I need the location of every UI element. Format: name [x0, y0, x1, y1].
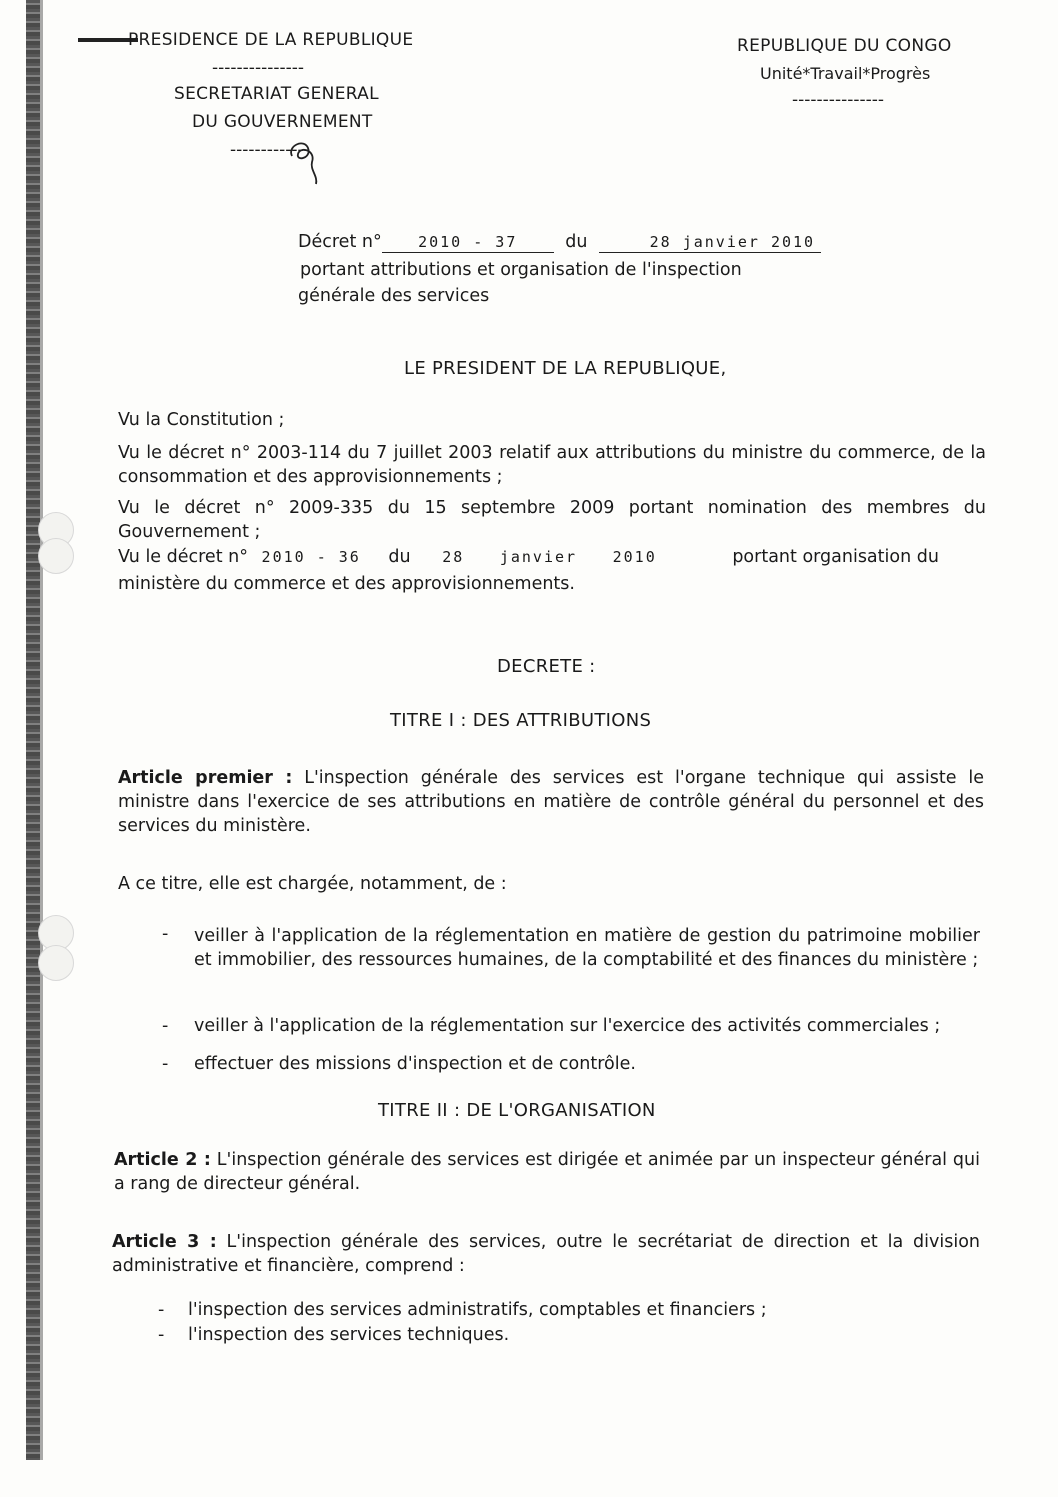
binding-edge: [40, 0, 43, 1460]
visa-number: 2010 - 36: [261, 548, 361, 566]
visa-constitution: Vu la Constitution ;: [118, 410, 285, 430]
bullet-dash: -: [162, 1016, 169, 1036]
bullet-dash: -: [158, 1300, 165, 1320]
punch-hole: [38, 538, 74, 574]
visa-decret-2010-36: [118, 547, 939, 568]
punch-hole: [38, 945, 74, 981]
decrete-heading: DECRETE :: [497, 656, 596, 677]
titre-1-heading: TITRE I : DES ATTRIBUTIONS: [390, 710, 652, 731]
header-secretariat: SECRETARIAT GENERAL: [174, 84, 379, 104]
visa-year: 2010: [612, 548, 657, 566]
article-3: [112, 1230, 980, 1278]
decree-prefix: Décret n°: [298, 232, 382, 252]
bullet-dash: -: [162, 924, 169, 944]
bullet-item: l'inspection des services techniques.: [188, 1325, 510, 1345]
bullet-item: veiller à l'application de la réglementation sur l'exercice des activités commerciales ;: [194, 1016, 941, 1036]
visa-prefix: Vu le décret n°: [118, 547, 248, 567]
article-text: L'inspection générale des services est l'organe technique qui assiste le ministre dans l'exercice de ses attributions en matière de contrôle général du personnel et des services du ministère.: [118, 768, 984, 836]
visa-suffix: portant organisation du: [732, 547, 939, 567]
visa-day: 28: [442, 548, 465, 566]
decree-subject: générale des services: [298, 286, 490, 306]
header-dash: -------------: [230, 140, 310, 160]
a-ce-titre: A ce titre, elle est chargée, notamment, de :: [118, 874, 507, 894]
decree-title-line: [298, 232, 821, 253]
header-presidence: PRESIDENCE DE LA REPUBLIQUE: [128, 30, 414, 50]
president-heading: LE PRESIDENT DE LA REPUBLIQUE,: [404, 358, 727, 379]
bullet-dash: -: [158, 1325, 165, 1345]
header-motto: Unité*Travail*Progrès: [760, 64, 931, 83]
titre-2-heading: TITRE II : DE L'ORGANISATION: [378, 1100, 656, 1121]
article-label: Article premier :: [118, 768, 293, 788]
decree-subject: portant attributions et organisation de l'inspection: [300, 260, 742, 280]
header-gouvernement: DU GOUVERNEMENT: [192, 112, 373, 132]
article-label: Article 2 :: [114, 1150, 211, 1170]
article-label: Article 3 :: [112, 1232, 217, 1252]
decree-number: 2010 - 37: [382, 233, 554, 253]
visa-line2: ministère du commerce et des approvisionnements.: [118, 574, 575, 594]
decree-du: du: [565, 232, 588, 252]
decree-date: 28 janvier 2010: [599, 233, 821, 253]
visa-month: janvier: [499, 548, 578, 566]
visa-decret-2003: Vu le décret n° 2003-114 du 7 juillet 2003 relatif aux attributions du ministre du commerce, de la consommation et des approvisionnements ;: [118, 443, 986, 487]
header-dash: ---------------: [792, 90, 885, 110]
header-country: REPUBLIQUE DU CONGO: [737, 36, 952, 56]
visa-decret-2009: Vu le décret n° 2009-335 du 15 septembre 2009 portant nomination des membres du Gouvernement ;: [118, 498, 986, 542]
bullet-item: veiller à l'application de la réglementation en matière de gestion du patrimoine mobilier et immobilier, des ressources humaines, de la comptabilité et des finances du ministère ;: [194, 926, 980, 970]
article-text: L'inspection générale des services, outre le secrétariat de direction et la division administrative et financière, comprend :: [112, 1232, 980, 1276]
article-premier: [118, 766, 984, 838]
bullet-dash: -: [162, 1054, 169, 1074]
visa-du: du: [388, 547, 411, 567]
header-dash: ---------------: [212, 58, 305, 78]
article-2: [114, 1148, 980, 1196]
initials-signature: [282, 128, 332, 188]
bullet-item: effectuer des missions d'inspection et de contrôle.: [194, 1054, 636, 1074]
article-text: L'inspection générale des services est dirigée et animée par un inspecteur général qui a rang de directeur général.: [114, 1150, 980, 1194]
bullet-item: l'inspection des services administratifs, comptables et financiers ;: [188, 1300, 767, 1320]
binding-strip: [26, 0, 40, 1460]
